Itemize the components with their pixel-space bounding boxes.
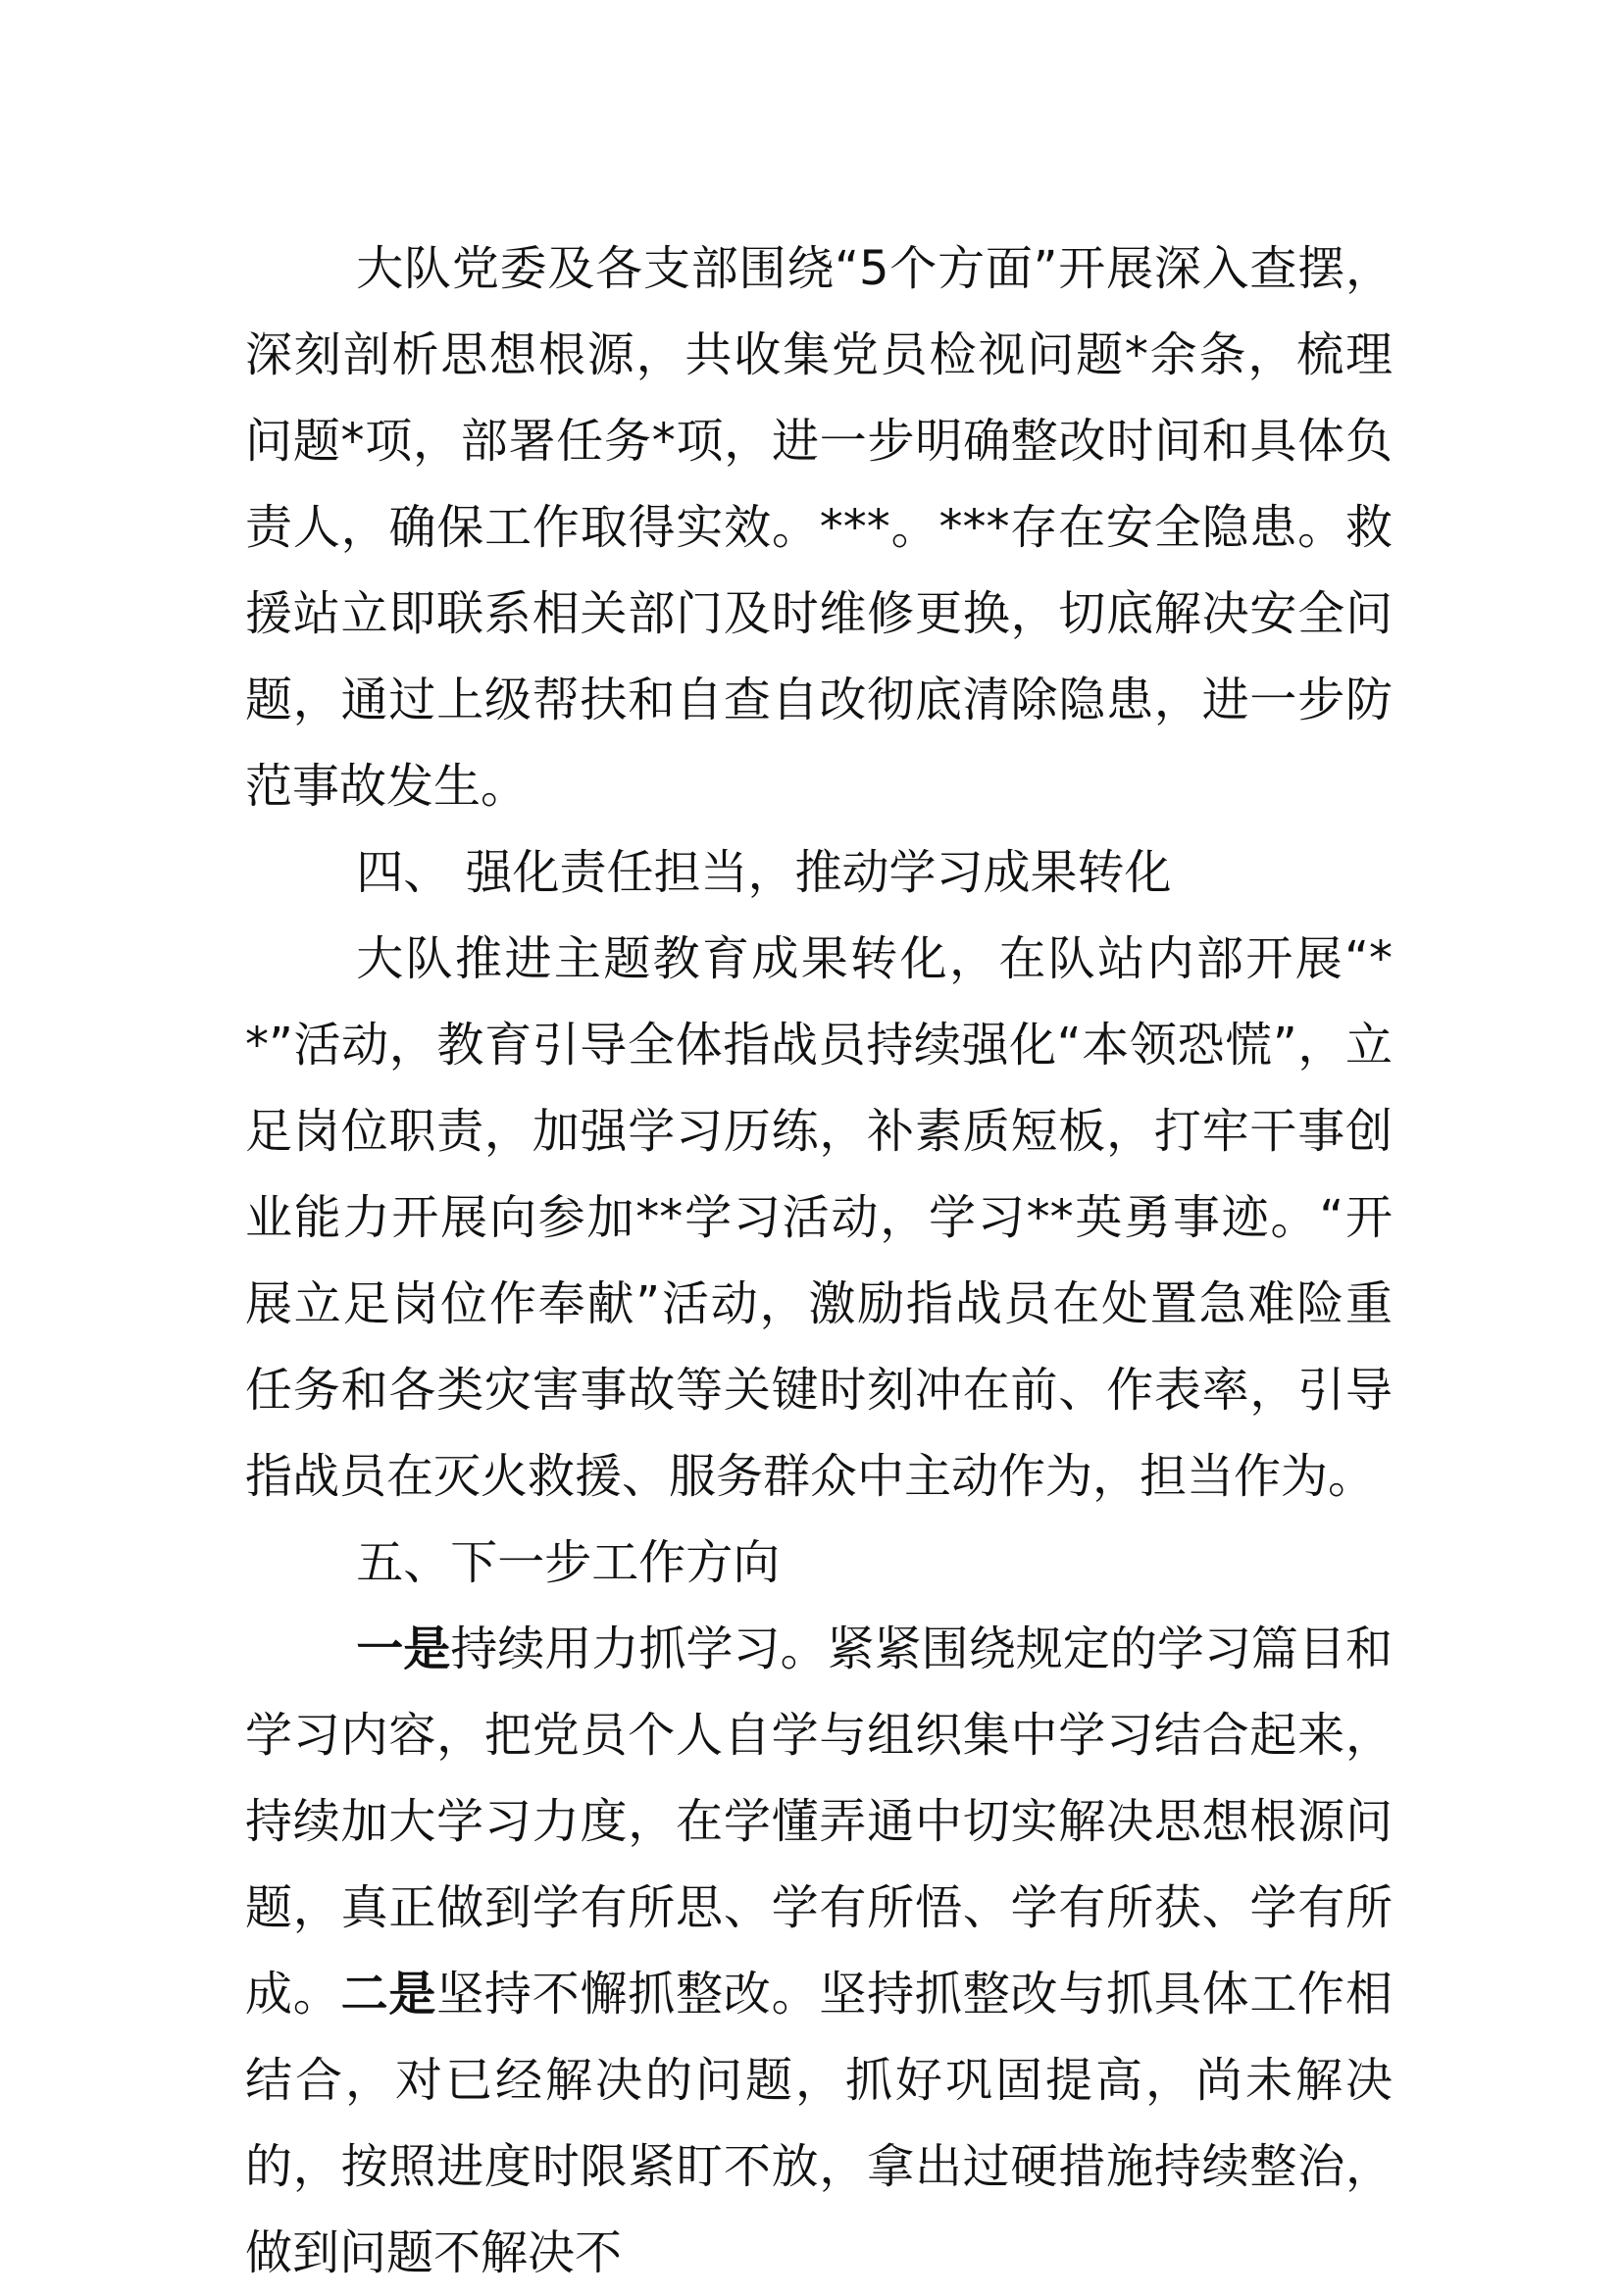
lead-term-first: 一是 <box>356 1622 451 1676</box>
paragraph-learning-transformation: 大队推进主题教育成果转化，在队站内部开展“**”活动，教育引导全体指战员持续强化“本领恐慌”，立足岗位职责，加强学习历练，补素质短板，打牢干事创业能力开展向参加**学习活动，学习**英勇事迹。“开展立足岗位作奉献”活动，激励指战员在处置急难险重任务和各类灾害事故等关键时刻冲在前、作表率，引导指战员在灭火救援、服务群众中主动作为，担当作为。 <box>245 931 1393 1504</box>
next-step-text-second: 坚持不懈抓整改。坚持抓整改与抓具体工作相结合，对已经解决的问题，抓好巩固提高，尚未解决的，按照进度时限紧盯不放，拿出过硬措施持续整治，做到问题不解决不 <box>245 1967 1393 2280</box>
paragraph-inspection-results: 大队党委及各支部围绕“5个方面”开展深入查摆，深刻剖析思想根源，共收集党员检视问题*余条，梳理问题*项，部署任务*项，进一步明确整改时间和具体负责人，确保工作取得实效。***。***存在安全隐患。救援站立即联系相关部门及时维修更换，切底解决安全问题，通过上级帮扶和自查自改彻底清除隐患，进一步防范事故发生。 <box>245 241 1393 814</box>
section-heading-four: 四、 强化责任担当，推动学习成果转化 <box>356 845 1172 900</box>
next-step-text-first: 持续用力抓学习。紧紧围绕规定的学习篇目和学习内容，把党员个人自学与组织集中学习结合起来，持续加大学习力度，在学懂弄通中切实解决思想根源问题，真正做到学有所思、学有所悟、学有所获、学有所成。 <box>245 1622 1393 2021</box>
section-heading-five: 五、下一步工作方向 <box>356 1535 781 1590</box>
paragraph-next-steps <box>245 1606 1393 2296</box>
lead-term-second: 二是 <box>340 1967 437 2021</box>
document-body <box>245 225 1393 2296</box>
